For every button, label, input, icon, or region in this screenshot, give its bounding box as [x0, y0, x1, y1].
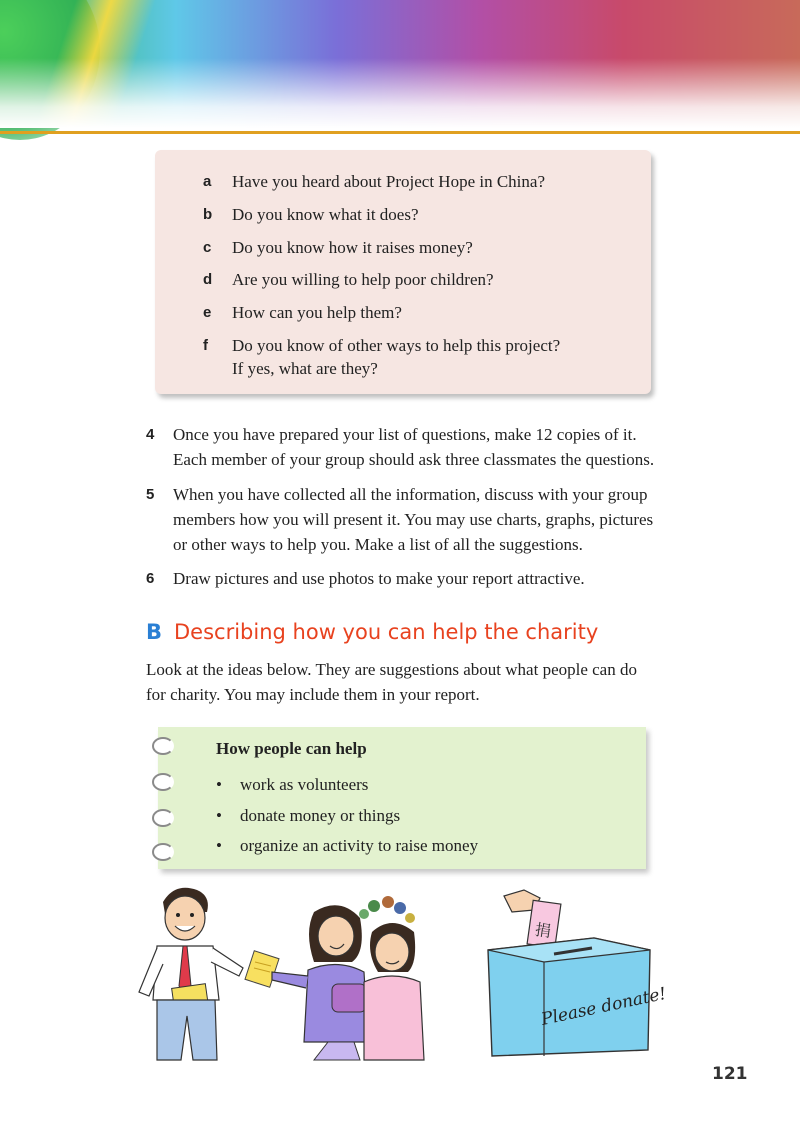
step-text: members how you will present it. You may use charts, graphs, pictures	[173, 510, 654, 529]
header-rule	[0, 131, 800, 134]
question-letter: d	[203, 271, 213, 288]
question-letter: b	[203, 206, 213, 223]
question-text: Do you know what it does?	[232, 205, 419, 224]
questions-paper	[155, 150, 651, 394]
step-number: 6	[146, 570, 155, 587]
step-text: or other ways to help you. Make a list of all the suggestions.	[173, 535, 583, 554]
header-banner	[0, 0, 800, 128]
question-letter: c	[203, 239, 212, 256]
binder-ring-icon	[152, 773, 174, 791]
girls-illustration	[268, 892, 448, 1060]
question-text: Are you willing to help poor children?	[232, 270, 494, 289]
step-text: When you have collected all the information, discuss with your group	[173, 485, 648, 504]
question-letter: a	[203, 173, 212, 190]
question-text: Have you heard about Project Hope in China?	[232, 172, 545, 191]
banner-fade	[0, 58, 800, 128]
question-text: How can you help them?	[232, 303, 402, 322]
step-number: 4	[146, 426, 155, 443]
ballot-character: 捐	[533, 919, 553, 941]
step-text: Once you have prepared your list of questions, make 12 copies of it.	[173, 425, 637, 444]
note-bullet: • organize an activity to raise money	[216, 836, 479, 855]
section-title: Describing how you can help the charity	[174, 620, 599, 644]
how-to-help-note	[158, 727, 646, 869]
section-intro-line: for charity. You may include them in your report.	[146, 685, 480, 704]
section-letter: B	[146, 620, 163, 644]
question-letter: f	[203, 337, 208, 354]
section-heading	[146, 620, 598, 644]
question-text: If yes, what are they?	[232, 359, 378, 378]
question-text: Do you know of other ways to help this project?	[232, 336, 561, 355]
note-title: How people can help	[216, 739, 367, 758]
question-text: Do you know how it raises money?	[232, 238, 473, 257]
question-letter: e	[203, 304, 212, 321]
binder-ring-icon	[152, 843, 174, 861]
step-text: Each member of your group should ask three classmates the questions.	[173, 450, 655, 469]
donation-box-illustration	[484, 890, 669, 1060]
volunteer-boy-illustration	[135, 882, 255, 1060]
binder-ring-icon	[152, 737, 174, 755]
section-intro-line: Look at the ideas below. They are suggestions about what people can do	[146, 660, 637, 679]
binder-ring-icon	[152, 809, 174, 827]
note-bullet: • donate money or things	[216, 806, 401, 825]
page-number: 121	[712, 1064, 748, 1084]
step-text: Draw pictures and use photos to make your report attractive.	[173, 569, 585, 588]
step-number: 5	[146, 486, 155, 503]
note-bullet: • work as volunteers	[216, 775, 369, 794]
box-label: Please donate!	[539, 983, 669, 1030]
